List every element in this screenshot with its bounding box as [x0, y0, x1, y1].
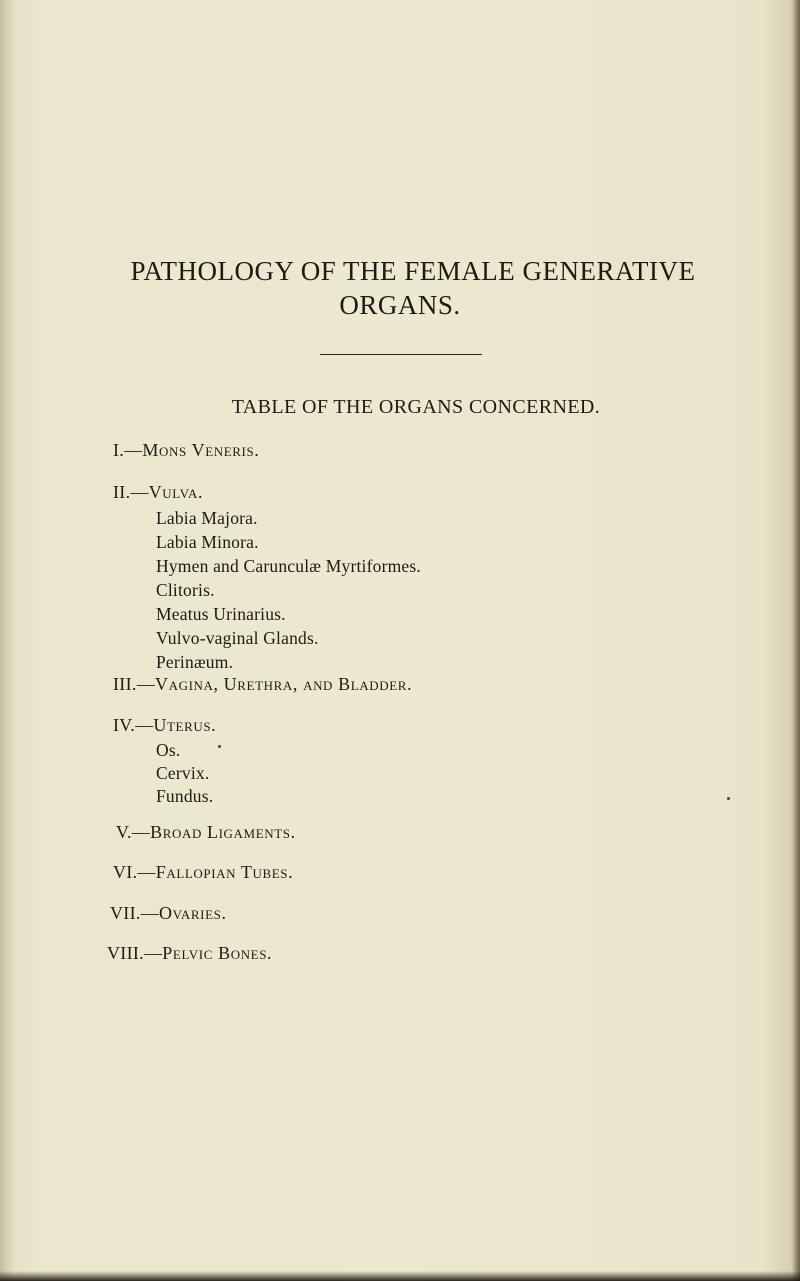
list-item: Perinæum. [156, 652, 234, 672]
list-item: Labia Minora. [156, 532, 259, 552]
section-name: Mons Veneris. [142, 440, 260, 460]
section-iv [113, 715, 216, 736]
page-edge-right [792, 0, 800, 1281]
table-title: TABLE OF THE ORGANS CONCERNED. [231, 396, 601, 418]
section-name: Uterus. [153, 715, 217, 735]
section-numeral: II. [113, 482, 131, 502]
title-divider [320, 354, 482, 355]
list-item: Clitoris. [156, 580, 215, 600]
section-name: Vagina, Urethra, and Bladder. [155, 674, 413, 694]
section-i [113, 440, 259, 461]
section-numeral: III. [113, 674, 137, 694]
section-dash: — [135, 715, 154, 735]
list-item: Os. [156, 740, 181, 760]
section-dash: — [131, 822, 151, 842]
section-viii [107, 943, 272, 964]
section-dash: — [140, 903, 159, 923]
section-numeral: I. [113, 440, 125, 460]
section-v [116, 822, 296, 843]
ink-speck [727, 797, 730, 800]
list-item: Vulvo-vaginal Glands. [156, 628, 319, 648]
section-vi [113, 862, 293, 883]
section-name: Ovaries. [159, 903, 227, 923]
section-dash: — [137, 862, 156, 882]
section-name: Pelvic Bones. [162, 943, 273, 963]
ink-speck [218, 745, 221, 748]
section-numeral: V. [116, 822, 132, 842]
section-numeral: IV. [113, 715, 136, 735]
section-dash: — [124, 440, 143, 460]
section-name: Broad Ligaments. [150, 822, 296, 842]
section-numeral: VI. [113, 862, 138, 882]
section-dash: — [143, 943, 163, 963]
list-item: Meatus Urinarius. [156, 604, 286, 624]
section-iii [113, 674, 412, 695]
page-title-line-2: ORGANS. [339, 290, 461, 320]
gutter-shadow [0, 0, 14, 1281]
section-dash: — [130, 482, 149, 502]
page-edge-bottom [0, 1271, 800, 1281]
list-item: Labia Majora. [156, 508, 258, 528]
section-numeral: VIII. [107, 943, 144, 963]
section-vii [110, 903, 227, 924]
list-item: Hymen and Carunculæ Myrtiformes. [156, 556, 421, 576]
section-name: Fallopian Tubes. [155, 862, 294, 882]
list-item: Cervix. [156, 763, 210, 783]
section-dash: — [136, 674, 155, 694]
list-item: Fundus. [156, 786, 214, 806]
page-title-line-1: PATHOLOGY OF THE FEMALE GENERATIVE [130, 256, 696, 286]
section-name: Vulva. [148, 482, 204, 502]
section-numeral: VII. [110, 903, 141, 923]
section-ii [113, 482, 203, 503]
